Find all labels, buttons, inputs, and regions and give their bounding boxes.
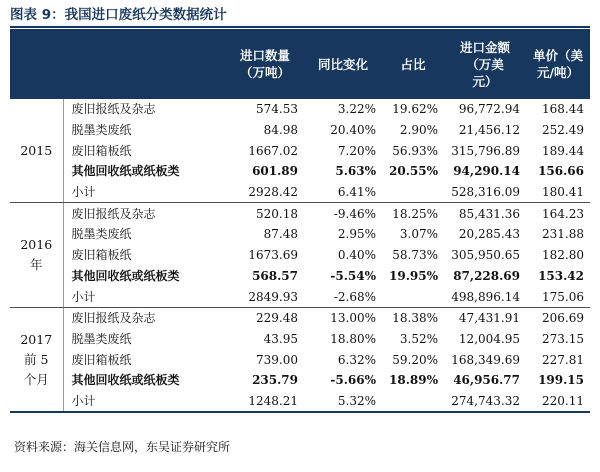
table-row bbox=[10, 140, 590, 161]
amount-cell: 274,743.32 bbox=[444, 391, 526, 413]
unit-price-cell: 153.42 bbox=[538, 268, 584, 283]
amount-cell: 47,431.91 bbox=[458, 311, 520, 326]
unit-price-cell: 220.11 bbox=[526, 391, 590, 413]
share-cell: 18.25% bbox=[392, 206, 438, 221]
quantity-cell: 2849.93 bbox=[226, 286, 304, 307]
share-cell bbox=[382, 286, 444, 307]
table-row bbox=[10, 120, 590, 141]
header-quantity: 进口数量 （万吨） bbox=[239, 48, 290, 80]
category-cell: 其他回收纸或纸板类 bbox=[71, 268, 180, 283]
unit-price-cell: 182.80 bbox=[542, 248, 584, 263]
quantity-cell: 84.98 bbox=[263, 123, 298, 138]
header-row bbox=[10, 29, 590, 99]
category-cell: 小计 bbox=[63, 391, 226, 413]
amount-cell: 96,772.94 bbox=[458, 102, 520, 117]
amount-cell: 315,796.89 bbox=[451, 143, 520, 158]
yoy-cell: 7.20% bbox=[337, 143, 376, 158]
quantity-cell: 1248.21 bbox=[226, 391, 304, 413]
share-cell: 3.07% bbox=[399, 227, 438, 242]
year-cell: 2016 年 bbox=[10, 203, 63, 307]
share-cell: 58.73% bbox=[392, 248, 438, 263]
share-cell: 20.55% bbox=[389, 164, 438, 179]
category-cell: 其他回收纸或纸板类 bbox=[71, 164, 180, 179]
unit-price-cell: 199.15 bbox=[538, 373, 584, 388]
table-row bbox=[10, 349, 590, 370]
table-row bbox=[10, 203, 590, 224]
table-row bbox=[10, 370, 590, 391]
yoy-cell: 20.40% bbox=[330, 123, 376, 138]
share-cell: 3.52% bbox=[399, 331, 438, 346]
unit-price-cell: 273.15 bbox=[542, 331, 584, 346]
unit-price-cell: 175.06 bbox=[526, 286, 590, 307]
category-cell: 废旧箱板纸 bbox=[71, 352, 132, 367]
unit-price-cell: 168.44 bbox=[542, 102, 584, 117]
unit-price-cell: 252.49 bbox=[542, 123, 584, 138]
amount-cell: 20,285.43 bbox=[458, 227, 520, 242]
amount-cell: 12,004.95 bbox=[458, 331, 520, 346]
category-cell: 脱墨类废纸 bbox=[71, 331, 132, 346]
unit-price-cell: 227.81 bbox=[542, 352, 584, 367]
quantity-cell: 739.00 bbox=[256, 352, 298, 367]
header-yoy: 同比变化 bbox=[317, 56, 368, 72]
share-cell: 2.90% bbox=[399, 123, 438, 138]
title-rule bbox=[10, 26, 590, 28]
category-cell: 小计 bbox=[63, 182, 226, 203]
amount-cell: 168,349.69 bbox=[451, 352, 520, 367]
share-cell: 18.89% bbox=[389, 373, 438, 388]
category-cell: 脱墨类废纸 bbox=[71, 123, 132, 138]
header-amount: 进口金额 （万美 元） bbox=[459, 39, 510, 89]
yoy-cell: -9.46% bbox=[333, 206, 376, 221]
yoy-cell: 6.32% bbox=[337, 352, 376, 367]
header-unit-price: 单价（美 元/吨） bbox=[532, 48, 583, 80]
quantity-cell: 1673.69 bbox=[248, 248, 298, 263]
amount-cell: 85,431.36 bbox=[458, 206, 520, 221]
quantity-cell: 235.79 bbox=[252, 373, 298, 388]
unit-price-cell: 156.66 bbox=[538, 164, 584, 179]
unit-price-cell: 180.41 bbox=[526, 182, 590, 203]
table-row bbox=[10, 391, 590, 413]
unit-price-cell: 164.23 bbox=[542, 206, 584, 221]
quantity-cell: 601.89 bbox=[252, 164, 298, 179]
yoy-cell: 6.41% bbox=[304, 182, 382, 203]
yoy-cell: 3.22% bbox=[337, 102, 376, 117]
quantity-cell: 574.53 bbox=[256, 102, 298, 117]
quantity-cell: 568.57 bbox=[252, 268, 298, 283]
quantity-cell: 1667.02 bbox=[248, 143, 298, 158]
table-row bbox=[10, 245, 590, 266]
unit-price-cell: 231.88 bbox=[542, 227, 584, 242]
table-row bbox=[10, 224, 590, 245]
quantity-cell: 229.48 bbox=[256, 311, 298, 326]
yoy-cell: -2.68% bbox=[304, 286, 382, 307]
amount-cell: 94,290.14 bbox=[453, 164, 520, 179]
yoy-cell: -5.54% bbox=[330, 268, 376, 283]
share-cell bbox=[382, 182, 444, 203]
category-cell: 小计 bbox=[63, 286, 226, 307]
share-cell: 19.62% bbox=[392, 102, 438, 117]
unit-price-cell: 206.69 bbox=[542, 311, 584, 326]
amount-cell: 46,956.77 bbox=[453, 373, 520, 388]
category-cell: 废旧箱板纸 bbox=[71, 248, 132, 263]
share-cell: 59.20% bbox=[392, 352, 438, 367]
header-share: 占比 bbox=[400, 56, 426, 72]
yoy-cell: 18.80% bbox=[330, 331, 376, 346]
category-cell: 废旧报纸及杂志 bbox=[71, 311, 156, 326]
table-row bbox=[10, 307, 590, 328]
year-cell: 2015 bbox=[10, 99, 63, 203]
yoy-cell: 5.32% bbox=[304, 391, 382, 413]
share-cell: 18.38% bbox=[392, 311, 438, 326]
amount-cell: 498,896.14 bbox=[444, 286, 526, 307]
table-row bbox=[10, 161, 590, 182]
category-cell: 废旧报纸及杂志 bbox=[71, 206, 156, 221]
category-cell: 脱墨类废纸 bbox=[71, 227, 132, 242]
share-cell bbox=[382, 391, 444, 413]
quantity-cell: 43.95 bbox=[263, 331, 298, 346]
category-cell: 废旧箱板纸 bbox=[71, 143, 132, 158]
amount-cell: 21,456.12 bbox=[458, 123, 520, 138]
table-row bbox=[10, 329, 590, 350]
table-row bbox=[10, 266, 590, 287]
source-note: 资料来源：海关信息网，东吴证券研究所 bbox=[14, 440, 231, 454]
table-row bbox=[10, 182, 590, 203]
yoy-cell: 13.00% bbox=[330, 311, 376, 326]
yoy-cell: -5.66% bbox=[330, 373, 376, 388]
figure-title: 图表 9：我国进口废纸分类数据统计 bbox=[10, 7, 227, 23]
header-category bbox=[63, 29, 226, 99]
yoy-cell: 2.95% bbox=[337, 227, 376, 242]
category-cell: 废旧报纸及杂志 bbox=[71, 102, 156, 117]
share-cell: 19.95% bbox=[389, 268, 438, 283]
waste-paper-import-table bbox=[10, 29, 590, 413]
unit-price-cell: 189.44 bbox=[542, 143, 584, 158]
yoy-cell: 0.40% bbox=[337, 248, 376, 263]
category-cell: 其他回收纸或纸板类 bbox=[71, 373, 180, 388]
quantity-cell: 87.48 bbox=[263, 227, 298, 242]
year-cell: 2017 前 5 个月 bbox=[10, 307, 63, 412]
table-row bbox=[10, 286, 590, 307]
amount-cell: 528,316.09 bbox=[444, 182, 526, 203]
share-cell: 56.93% bbox=[392, 143, 438, 158]
quantity-cell: 520.18 bbox=[256, 206, 298, 221]
quantity-cell: 2928.42 bbox=[226, 182, 304, 203]
header-year bbox=[10, 29, 63, 99]
amount-cell: 87,228.69 bbox=[453, 268, 520, 283]
table-row bbox=[10, 99, 590, 120]
yoy-cell: 5.63% bbox=[335, 164, 376, 179]
amount-cell: 305,950.65 bbox=[451, 248, 520, 263]
